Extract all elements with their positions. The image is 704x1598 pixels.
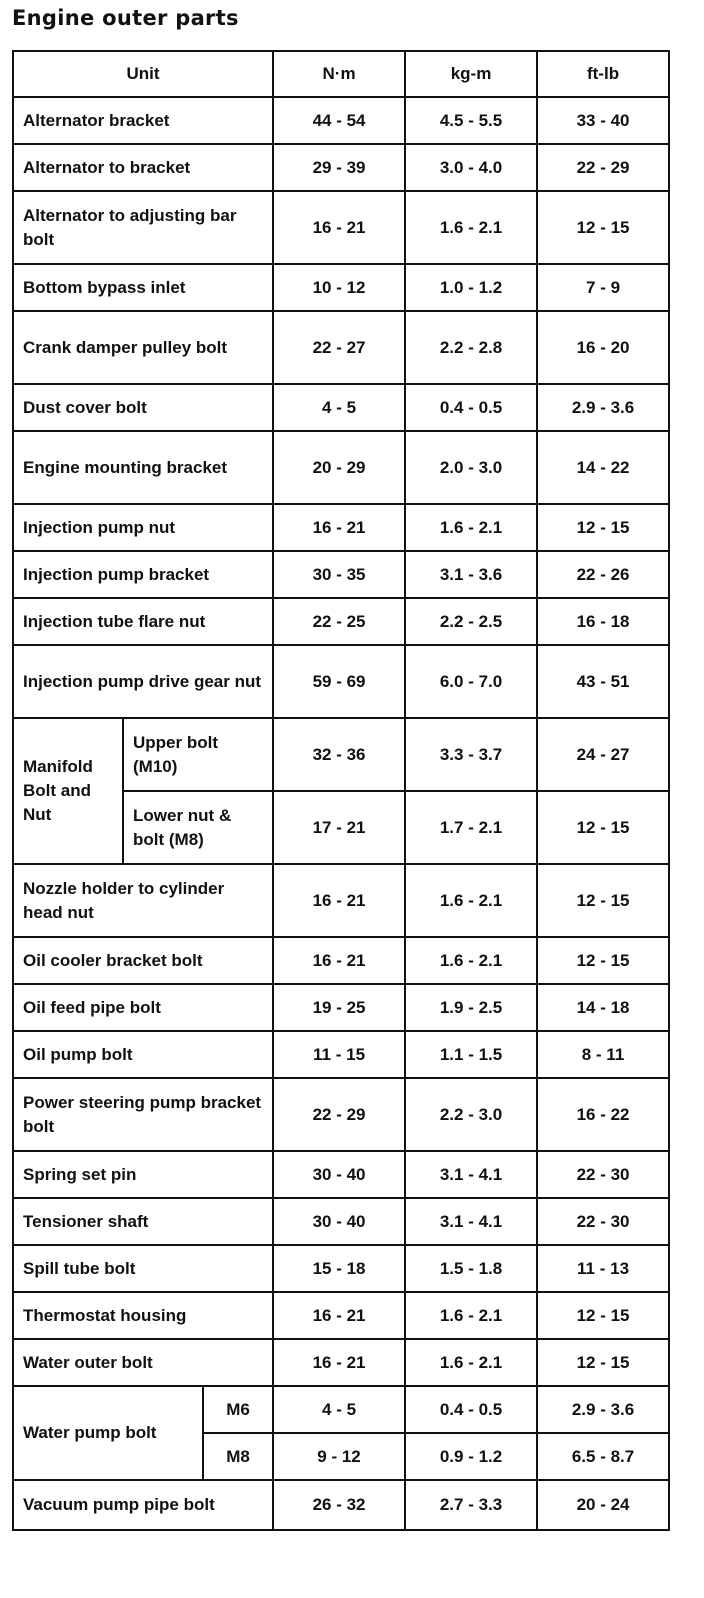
table-row (13, 504, 669, 551)
row-name: Power steering pump bracket bolt (13, 1078, 273, 1151)
table-row (13, 1198, 669, 1245)
row-kgm: 0.4 - 0.5 (405, 384, 537, 431)
table-row (13, 1292, 669, 1339)
row-nm: 11 - 15 (273, 1031, 405, 1078)
row-nm: 59 - 69 (273, 645, 405, 718)
row-nm: 19 - 25 (273, 984, 405, 1031)
row-nm: 44 - 54 (273, 97, 405, 144)
row-name: Water outer bolt (13, 1339, 273, 1386)
row-kgm: 1.6 - 2.1 (405, 1292, 537, 1339)
row-ftlb: 12 - 15 (537, 1339, 669, 1386)
row-ftlb: 22 - 30 (537, 1198, 669, 1245)
table-row (13, 144, 669, 191)
row-ftlb: 14 - 18 (537, 984, 669, 1031)
table-row (13, 264, 669, 311)
row-kgm: 6.0 - 7.0 (405, 645, 537, 718)
table-row (13, 937, 669, 984)
header-row (13, 51, 669, 97)
row-nm: 16 - 21 (273, 1292, 405, 1339)
row-kgm: 1.6 - 2.1 (405, 937, 537, 984)
row-nm: 30 - 35 (273, 551, 405, 598)
row-name: Engine mounting bracket (13, 431, 273, 504)
row-ftlb: 12 - 15 (537, 864, 669, 937)
row-kgm: 1.6 - 2.1 (405, 864, 537, 937)
table-row (13, 598, 669, 645)
row-name: Spill tube bolt (13, 1245, 273, 1292)
row-kgm: 1.7 - 2.1 (405, 791, 537, 864)
row-ftlb: 2.9 - 3.6 (537, 1386, 669, 1433)
table-row (13, 1151, 669, 1198)
row-name: Injection pump bracket (13, 551, 273, 598)
row-nm: 22 - 27 (273, 311, 405, 384)
page-title: Engine outer parts (12, 6, 239, 30)
header-ftlb: ft-lb (537, 51, 669, 97)
row-ftlb: 33 - 40 (537, 97, 669, 144)
row-name: Oil cooler bracket bolt (13, 937, 273, 984)
row-nm: 22 - 29 (273, 1078, 405, 1151)
header-nm: N·m (273, 51, 405, 97)
row-name: Thermostat housing (13, 1292, 273, 1339)
row-ftlb: 22 - 26 (537, 551, 669, 598)
row-kgm: 3.3 - 3.7 (405, 718, 537, 791)
row-nm: 17 - 21 (273, 791, 405, 864)
row-nm: 26 - 32 (273, 1480, 405, 1530)
table-row (13, 864, 669, 937)
row-nm: 16 - 21 (273, 937, 405, 984)
row-kgm: 3.1 - 3.6 (405, 551, 537, 598)
row-nm: 16 - 21 (273, 504, 405, 551)
water-pump-label: Water pump bolt (13, 1386, 203, 1480)
row-name: Injection pump drive gear nut (13, 645, 273, 718)
row-kgm: 2.0 - 3.0 (405, 431, 537, 504)
row-name: Dust cover bolt (13, 384, 273, 431)
water-pump-size-m8: M8 (203, 1433, 273, 1480)
table-row (13, 431, 669, 504)
manifold-label: Manifold Bolt and Nut (13, 718, 123, 864)
row-ftlb: 14 - 22 (537, 431, 669, 504)
table-row (13, 311, 669, 384)
row-nm: 29 - 39 (273, 144, 405, 191)
row-ftlb: 16 - 18 (537, 598, 669, 645)
row-nm: 16 - 21 (273, 191, 405, 264)
row-kgm: 2.2 - 2.8 (405, 311, 537, 384)
row-kgm: 3.1 - 4.1 (405, 1151, 537, 1198)
row-name: Injection pump nut (13, 504, 273, 551)
header-unit: Unit (13, 51, 273, 97)
row-nm: 30 - 40 (273, 1151, 405, 1198)
row-nm: 4 - 5 (273, 1386, 405, 1433)
row-kgm: 4.5 - 5.5 (405, 97, 537, 144)
table-row (13, 1031, 669, 1078)
table-row (13, 97, 669, 144)
row-kgm: 3.0 - 4.0 (405, 144, 537, 191)
row-ftlb: 2.9 - 3.6 (537, 384, 669, 431)
row-ftlb: 16 - 20 (537, 311, 669, 384)
row-kgm: 2.2 - 2.5 (405, 598, 537, 645)
row-nm: 16 - 21 (273, 1339, 405, 1386)
row-kgm: 0.9 - 1.2 (405, 1433, 537, 1480)
row-kgm: 3.1 - 4.1 (405, 1198, 537, 1245)
table-row (13, 984, 669, 1031)
row-ftlb: 12 - 15 (537, 791, 669, 864)
row-ftlb: 6.5 - 8.7 (537, 1433, 669, 1480)
row-kgm: 1.6 - 2.1 (405, 191, 537, 264)
row-name: Crank damper pulley bolt (13, 311, 273, 384)
manifold-upper-name: Upper bolt (M10) (123, 718, 273, 791)
row-kgm: 1.6 - 2.1 (405, 504, 537, 551)
row-nm: 16 - 21 (273, 864, 405, 937)
row-name: Oil pump bolt (13, 1031, 273, 1078)
row-ftlb: 11 - 13 (537, 1245, 669, 1292)
table-row (13, 1245, 669, 1292)
table-row (13, 1078, 669, 1151)
row-nm: 30 - 40 (273, 1198, 405, 1245)
table-row (13, 645, 669, 718)
row-ftlb: 43 - 51 (537, 645, 669, 718)
table-row (13, 1480, 669, 1530)
row-nm: 10 - 12 (273, 264, 405, 311)
row-kgm: 1.1 - 1.5 (405, 1031, 537, 1078)
row-name: Injection tube flare nut (13, 598, 273, 645)
row-ftlb: 12 - 15 (537, 937, 669, 984)
row-ftlb: 20 - 24 (537, 1480, 669, 1530)
row-kgm: 1.6 - 2.1 (405, 1339, 537, 1386)
row-ftlb: 12 - 15 (537, 191, 669, 264)
row-kgm: 1.5 - 1.8 (405, 1245, 537, 1292)
row-nm: 4 - 5 (273, 384, 405, 431)
row-name: Alternator to adjusting bar bolt (13, 191, 273, 264)
row-kgm: 1.0 - 1.2 (405, 264, 537, 311)
table-row (13, 1386, 669, 1433)
table-row (13, 191, 669, 264)
row-name: Oil feed pipe bolt (13, 984, 273, 1031)
row-nm: 32 - 36 (273, 718, 405, 791)
table-row (13, 384, 669, 431)
row-kgm: 2.7 - 3.3 (405, 1480, 537, 1530)
row-name: Alternator bracket (13, 97, 273, 144)
torque-table (12, 50, 670, 1531)
manifold-lower-name: Lower nut & bolt (M8) (123, 791, 273, 864)
table-row (13, 718, 669, 791)
row-ftlb: 8 - 11 (537, 1031, 669, 1078)
row-ftlb: 16 - 22 (537, 1078, 669, 1151)
row-nm: 22 - 25 (273, 598, 405, 645)
row-ftlb: 7 - 9 (537, 264, 669, 311)
row-kgm: 2.2 - 3.0 (405, 1078, 537, 1151)
row-kgm: 0.4 - 0.5 (405, 1386, 537, 1433)
row-name: Alternator to bracket (13, 144, 273, 191)
row-ftlb: 22 - 30 (537, 1151, 669, 1198)
table-row (13, 551, 669, 598)
table-row (13, 1339, 669, 1386)
row-name: Tensioner shaft (13, 1198, 273, 1245)
row-kgm: 1.9 - 2.5 (405, 984, 537, 1031)
row-nm: 9 - 12 (273, 1433, 405, 1480)
row-nm: 15 - 18 (273, 1245, 405, 1292)
row-ftlb: 24 - 27 (537, 718, 669, 791)
header-kgm: kg-m (405, 51, 537, 97)
row-name: Spring set pin (13, 1151, 273, 1198)
row-ftlb: 12 - 15 (537, 1292, 669, 1339)
row-name: Nozzle holder to cylinder head nut (13, 864, 273, 937)
row-name: Vacuum pump pipe bolt (13, 1480, 273, 1530)
row-ftlb: 12 - 15 (537, 504, 669, 551)
row-nm: 20 - 29 (273, 431, 405, 504)
row-ftlb: 22 - 29 (537, 144, 669, 191)
row-name: Bottom bypass inlet (13, 264, 273, 311)
water-pump-size-m6: M6 (203, 1386, 273, 1433)
